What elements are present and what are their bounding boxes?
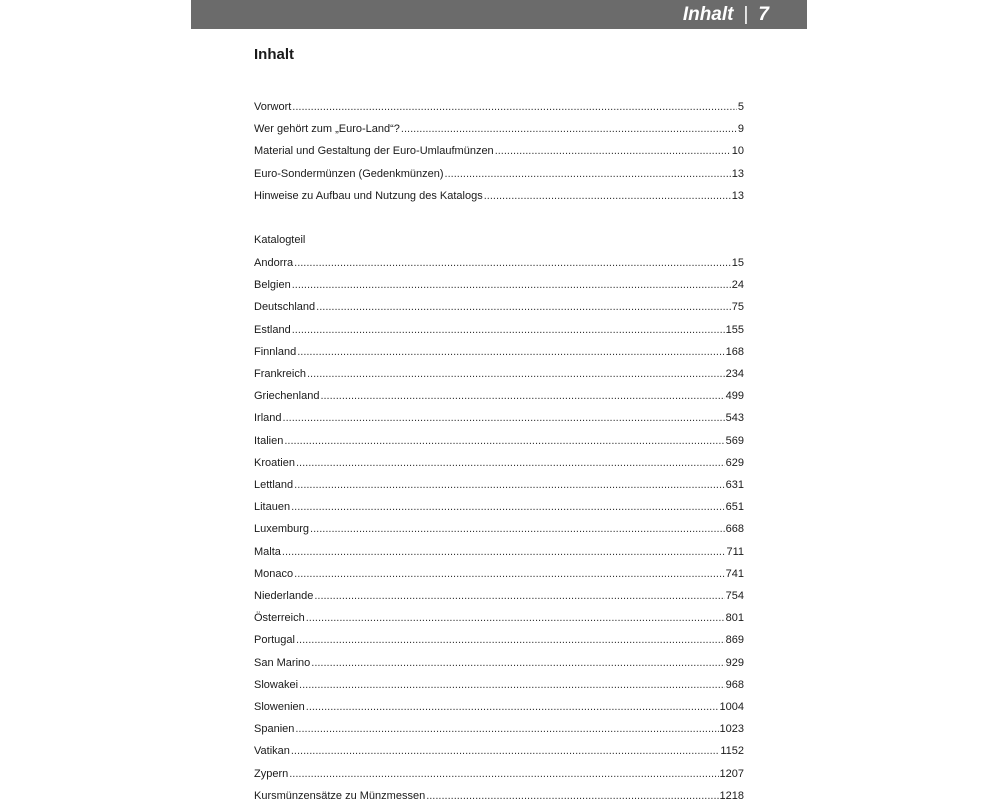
- toc-dot-leader: [445, 167, 731, 181]
- toc-entry[interactable]: [254, 478, 744, 492]
- toc-entry-label: Material und Gestaltung der Euro-Umlaufmünzen: [254, 145, 494, 158]
- toc-entry-page: 24: [731, 279, 744, 292]
- toc-dot-leader: [291, 744, 719, 758]
- toc-dot-leader: [310, 522, 725, 536]
- toc-entry-label: Belgien: [254, 279, 291, 292]
- toc-entry-label: Griechenland: [254, 390, 320, 403]
- header-section-title: Inhalt: [682, 3, 734, 25]
- page-title: Inhalt: [254, 46, 294, 63]
- toc-entry-page: 1152: [720, 745, 744, 758]
- toc-entry[interactable]: [254, 500, 744, 514]
- toc-entry-page: 651: [725, 501, 744, 514]
- toc-dot-leader: [314, 589, 724, 603]
- toc-entry-label: Luxemburg: [254, 523, 310, 536]
- page-header-bar: [191, 0, 807, 29]
- toc-entry-label: Zypern: [254, 767, 289, 780]
- toc-dot-leader: [296, 633, 725, 647]
- toc-entry-label: San Marino: [254, 656, 311, 669]
- toc-dot-leader: [299, 678, 725, 692]
- toc-entry[interactable]: [254, 323, 744, 337]
- toc-entry-label: Portugal: [254, 634, 295, 647]
- toc-entry[interactable]: [254, 300, 744, 314]
- toc-entry[interactable]: [254, 656, 744, 670]
- toc-entry-page: 668: [725, 523, 744, 536]
- toc-entry[interactable]: [254, 256, 744, 270]
- toc-entry-page: 499: [725, 390, 744, 403]
- toc-entry[interactable]: [254, 389, 744, 403]
- toc-entry-page: 869: [725, 634, 744, 647]
- toc-dot-leader: [292, 100, 737, 114]
- toc-entry-page: 9: [737, 123, 744, 136]
- toc-entry-page: 741: [725, 567, 744, 580]
- toc-entry[interactable]: [254, 678, 744, 692]
- toc-entry-label: Euro-Sondermünzen (Gedenkmünzen): [254, 167, 444, 180]
- toc-entry-label: Litauen: [254, 501, 291, 514]
- toc-entry[interactable]: [254, 789, 744, 803]
- toc-entry-label: Monaco: [254, 567, 294, 580]
- toc-dot-leader: [289, 767, 718, 781]
- toc-dot-leader: [295, 722, 718, 736]
- toc-entry-label: Österreich: [254, 612, 305, 625]
- toc-dot-leader: [320, 389, 724, 403]
- toc-entry-label: Slowakei: [254, 678, 299, 691]
- toc-entry-page: 155: [725, 323, 744, 336]
- toc-entry[interactable]: [254, 767, 744, 781]
- toc-entry[interactable]: [254, 411, 744, 425]
- toc-entry-label: Vorwort: [254, 101, 292, 113]
- toc-entry-page: 5: [737, 101, 744, 113]
- toc-entry[interactable]: [254, 345, 744, 359]
- toc-entry-label: Andorra: [254, 257, 294, 269]
- toc-entry[interactable]: [254, 122, 744, 136]
- toc-dot-leader: [282, 545, 726, 559]
- toc-dot-leader: [283, 411, 725, 425]
- toc-entry[interactable]: [254, 744, 744, 758]
- toc-entry-label: Kroatien: [254, 456, 295, 469]
- toc-entry-page: 929: [725, 656, 744, 669]
- toc-entry[interactable]: [254, 545, 744, 559]
- toc-entry-label: Malta: [254, 545, 281, 558]
- toc-entry[interactable]: [254, 434, 744, 448]
- toc-dot-leader: [307, 367, 725, 381]
- toc-entry[interactable]: [254, 700, 744, 714]
- toc-dot-leader: [311, 656, 724, 670]
- toc-entry-label: Niederlande: [254, 590, 314, 602]
- toc-entry-page: 13: [731, 189, 744, 202]
- toc-entry[interactable]: [254, 278, 744, 292]
- toc-entry-page: 15: [731, 257, 744, 269]
- toc-dot-leader: [294, 567, 725, 581]
- toc-entry-page: 13: [731, 167, 744, 180]
- toc-dot-leader: [292, 278, 731, 292]
- toc-entry-label: Finnland: [254, 345, 297, 358]
- toc-entry[interactable]: [254, 100, 744, 114]
- toc-dot-leader: [484, 189, 731, 203]
- toc-entry-label: Estland: [254, 323, 291, 336]
- toc-entry-label: Kursmünzensätze zu Münzmessen: [254, 789, 426, 802]
- toc-dot-leader: [401, 122, 737, 136]
- toc-entry[interactable]: [254, 633, 744, 647]
- toc-entry-label: Slowenien: [254, 701, 305, 713]
- toc-dot-leader: [296, 456, 725, 470]
- toc-entry-page: 629: [725, 456, 744, 469]
- toc-entry[interactable]: [254, 456, 744, 470]
- toc-entry-label: Vatikan: [254, 745, 290, 758]
- toc-dot-leader: [284, 434, 724, 448]
- toc-entry-label: Lettland: [254, 479, 294, 491]
- toc-dot-leader: [495, 144, 731, 158]
- toc-dot-leader: [426, 789, 718, 803]
- header-separator: |: [743, 3, 749, 25]
- toc-entry-page: 75: [731, 301, 744, 314]
- toc-entry[interactable]: [254, 567, 744, 581]
- toc-dot-leader: [316, 300, 731, 314]
- toc-entry-page: 1004: [719, 701, 744, 713]
- toc-entry-label: Frankreich: [254, 368, 306, 380]
- toc-dot-leader: [306, 700, 719, 714]
- toc-entry-label: Irland: [254, 412, 282, 425]
- toc-entry-page: 968: [725, 678, 744, 691]
- toc-entry-page: 10: [731, 145, 744, 158]
- toc-entry[interactable]: [254, 589, 744, 603]
- toc-entry-page: 754: [725, 590, 744, 602]
- toc-entry-page: 1218: [719, 789, 744, 802]
- toc-dot-leader: [291, 500, 725, 514]
- toc-entry-page: 569: [725, 434, 744, 447]
- toc-entry[interactable]: [254, 522, 744, 536]
- toc-entry-page: 711: [726, 545, 744, 558]
- toc-dot-leader: [294, 256, 731, 270]
- toc-entry-label: Deutschland: [254, 301, 316, 314]
- toc-entry[interactable]: [254, 189, 744, 203]
- toc-entry-page: 1207: [719, 767, 744, 780]
- toc-dot-leader: [294, 478, 724, 492]
- toc-entry-label: Hinweise zu Aufbau und Nutzung des Katalogs: [254, 189, 483, 202]
- toc-entry[interactable]: [254, 144, 744, 158]
- toc-entry-label: Wer gehört zum „Euro-Land“?: [254, 123, 400, 136]
- toc-dot-leader: [292, 323, 725, 337]
- toc-entry[interactable]: [254, 611, 744, 625]
- toc-entry-label: Italien: [254, 434, 284, 447]
- toc-entry-page: 543: [725, 412, 744, 425]
- toc-entry-page: 801: [725, 612, 744, 625]
- catalog-section-label: Katalogteil: [254, 234, 306, 246]
- toc-entry-page: 631: [725, 479, 744, 491]
- toc-entry-page: 234: [725, 368, 744, 380]
- header-page-number: 7: [758, 3, 769, 25]
- toc-entry-label: Spanien: [254, 723, 295, 736]
- toc-dot-leader: [306, 611, 725, 625]
- toc-entry[interactable]: [254, 367, 744, 381]
- toc-entry[interactable]: [254, 167, 744, 181]
- toc-entry[interactable]: [254, 722, 744, 736]
- toc-dot-leader: [297, 345, 724, 359]
- toc-entry-page: 168: [725, 345, 744, 358]
- toc-entry-page: 1023: [719, 723, 744, 736]
